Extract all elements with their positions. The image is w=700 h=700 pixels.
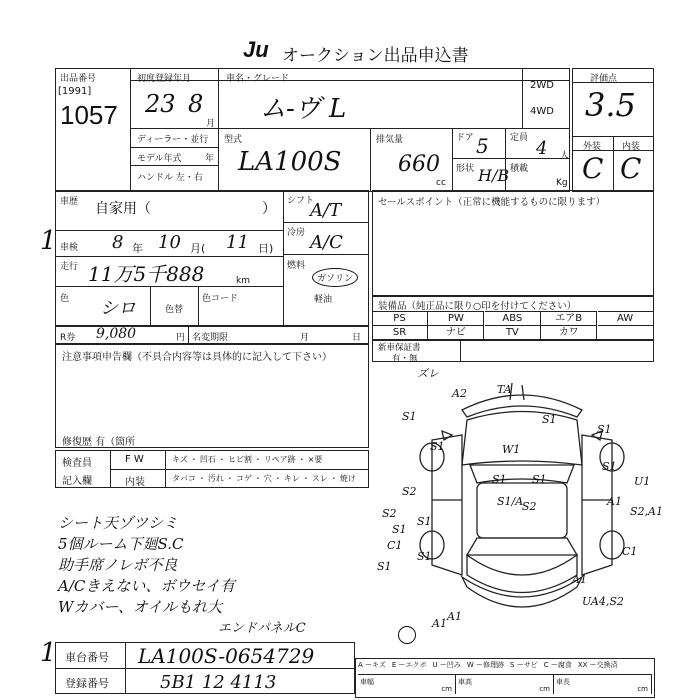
recycle-label: R券 bbox=[60, 333, 76, 343]
engine-label: 排気量 bbox=[376, 135, 404, 145]
inspect-opt2-7: ・ bbox=[273, 474, 282, 483]
legend-dimension-label: 車高 bbox=[458, 678, 472, 686]
inspector-note-line: シート天ゾツシミ bbox=[58, 514, 179, 532]
inspector-entry-label: 記入欄 bbox=[62, 476, 92, 487]
engine-value: 660 bbox=[398, 152, 440, 177]
damage-mark: A1 bbox=[607, 495, 622, 508]
equip-item bbox=[598, 325, 654, 339]
title-month-unit: 月 bbox=[300, 333, 310, 343]
model-year-unit: 年 bbox=[205, 154, 215, 164]
inspect-opt1-6: リペア跡 bbox=[263, 455, 296, 464]
legend-item: W ー修理跡 bbox=[466, 661, 505, 669]
history-close: ） bbox=[262, 201, 276, 217]
equip-item: ナビ bbox=[428, 325, 484, 339]
inspector-notes bbox=[58, 512, 358, 636]
inspector-note-line: Wカバー、オイルもれ大 bbox=[58, 598, 223, 616]
damage-mark: UA4,S2 bbox=[582, 595, 624, 608]
lot-prefix: [1991] bbox=[58, 86, 92, 97]
car-name-label: 車名・グレード bbox=[226, 74, 290, 84]
ac-value: A/C bbox=[310, 232, 343, 253]
lot-label: 出品番号 bbox=[60, 74, 97, 84]
damage-mark: ズレ bbox=[417, 367, 439, 380]
legend-dimension-label: 車幅 bbox=[360, 678, 374, 686]
chassis-value: LA100S-0654729 bbox=[138, 644, 315, 668]
shaken-year-unit: 年 bbox=[132, 242, 143, 255]
inspect-opt2-4: コゲ bbox=[235, 474, 252, 483]
legend-unit: cm bbox=[637, 685, 648, 693]
legend-item: E ーエクボ bbox=[391, 661, 427, 669]
damage-mark: S1 bbox=[602, 460, 617, 473]
car-damage-diagram bbox=[372, 365, 672, 635]
shaken-month-unit: 月( bbox=[190, 242, 206, 255]
capacity-value: 4 bbox=[536, 138, 548, 159]
reg-year: 23 bbox=[145, 90, 176, 118]
title-day-unit: 日 bbox=[352, 333, 362, 343]
damage-mark: S1 bbox=[402, 410, 417, 423]
inspect-opt2-10: スレ bbox=[311, 474, 328, 483]
equip-item: SR bbox=[372, 325, 428, 339]
damage-mark: S2 bbox=[522, 500, 537, 513]
equip-item: エアB bbox=[541, 311, 597, 325]
capacity-label: 定員 bbox=[510, 133, 529, 143]
shape-value: H/B bbox=[478, 166, 510, 185]
damage-mark: S1 bbox=[542, 413, 557, 426]
damage-mark: S1 bbox=[417, 515, 432, 528]
inspect-opt2-8: キレ bbox=[283, 474, 300, 483]
2wd: 2WD bbox=[530, 80, 554, 91]
mileage-label: 走行 bbox=[60, 262, 79, 272]
equip-item: PS bbox=[372, 311, 428, 325]
doors-value: 5 bbox=[476, 134, 489, 158]
fuel-diesel: 軽油 bbox=[314, 295, 333, 305]
inspector-note-line: A/Cきえない、ボウセイ有 bbox=[58, 577, 235, 595]
legend-dimension-label: 車長 bbox=[556, 678, 570, 686]
damage-mark: S1 bbox=[417, 550, 432, 563]
reg-month: 8 bbox=[188, 90, 204, 118]
color-label: 色 bbox=[60, 294, 70, 304]
car-name: ム-ヴ L bbox=[260, 94, 347, 124]
score-label: 評価点 bbox=[590, 74, 618, 84]
score-int: C bbox=[620, 152, 642, 185]
stamp-mark bbox=[398, 626, 416, 644]
damage-mark: C1 bbox=[622, 545, 638, 558]
inspect-opt1-7: ・ bbox=[297, 455, 306, 464]
damage-mark: A1 bbox=[572, 573, 587, 586]
inspect-opt1-5: ・ bbox=[253, 455, 262, 464]
equip-item: カワ bbox=[541, 325, 597, 339]
legend-dimension-cell bbox=[554, 674, 652, 694]
sales-label: セールスポイント（正常に機能するものに限ります） bbox=[378, 197, 606, 208]
damage-mark: S1 bbox=[377, 560, 392, 573]
damage-mark: C1 bbox=[387, 539, 403, 552]
damage-mark: W1 bbox=[502, 443, 521, 456]
damage-mark: TA bbox=[497, 383, 512, 396]
damage-mark: S2 bbox=[402, 485, 417, 498]
inspect-opt1-1: ・ bbox=[189, 455, 198, 464]
left-margin-mark-2: 1 bbox=[40, 638, 57, 668]
handle-label: ハンドル 左・右 bbox=[137, 173, 203, 183]
sheet-title: オークション出品申込書 bbox=[282, 46, 469, 66]
equip-item: TV bbox=[485, 325, 541, 339]
repair-history: 修復歴 有（箇所 bbox=[62, 437, 136, 448]
color-change-label: 色替 bbox=[165, 305, 184, 315]
inspect-opt2-5: ・ bbox=[253, 474, 262, 483]
inspect-opt1-4: ヒビ割 bbox=[227, 455, 252, 464]
model-value: LA100S bbox=[238, 147, 342, 177]
inspector-note-line: 助手席ノレボ不良 bbox=[58, 556, 178, 574]
history-value: 自家用（ bbox=[95, 201, 151, 217]
damage-mark: S1 bbox=[532, 473, 547, 486]
ju-logo: Ju bbox=[243, 37, 269, 62]
color-code-label: 色コード bbox=[202, 294, 239, 304]
inspect-opt1-3: ・ bbox=[217, 455, 226, 464]
recycle-value: 9,080 bbox=[96, 326, 137, 342]
shaken-day: 11 bbox=[226, 232, 249, 253]
inspector-label: 検査員 bbox=[62, 458, 92, 469]
ac-label: 冷房 bbox=[287, 228, 306, 238]
equip-item: PW bbox=[428, 311, 484, 325]
score-value: 3.5 bbox=[585, 86, 636, 124]
damage-mark: A2 bbox=[452, 387, 467, 400]
dealer-label: ディーラー・並行 bbox=[137, 135, 209, 145]
inspect-opt1-8: ×要 bbox=[307, 455, 323, 464]
inspect-opt2-12: 焼け bbox=[339, 474, 356, 483]
inspect-opt1-0: キズ bbox=[172, 455, 188, 464]
legend-dimension-cell bbox=[358, 674, 456, 694]
legend-row bbox=[358, 660, 624, 670]
damage-mark: U1 bbox=[634, 475, 651, 488]
color-value: シロ bbox=[100, 298, 136, 319]
equip-label: 装備品（純正品に限り○印を付けてください） bbox=[378, 301, 577, 312]
legend-dimension-cell bbox=[456, 674, 554, 694]
history-label: 車歴 bbox=[60, 197, 79, 207]
score-int-label: 内装 bbox=[622, 142, 641, 152]
mileage-value: 11万5千888 bbox=[88, 262, 205, 286]
chassis-label: 車台番号 bbox=[65, 651, 109, 664]
shaken-label: 車検 bbox=[60, 243, 79, 253]
inspect-opts-1 bbox=[172, 454, 324, 465]
legend-item: C ー腐食 bbox=[543, 661, 572, 669]
warranty-value: 有・無 bbox=[392, 354, 418, 364]
equip-item: ABS bbox=[485, 311, 541, 325]
fw-label: F W bbox=[125, 454, 144, 465]
equip-item: AW bbox=[598, 311, 654, 325]
notes-label: 注意事項申告欄（不具合内容等は具体的に記入して下さい） bbox=[62, 352, 332, 363]
inspect-opt2-11: ・ bbox=[329, 474, 338, 483]
inspect-opt2-3: ・ bbox=[225, 474, 234, 483]
shift-label: シフト bbox=[287, 196, 315, 206]
shaken-day-unit: 日) bbox=[258, 242, 274, 255]
load-unit: Kg bbox=[556, 178, 568, 188]
warranty-label: 新車保証書 bbox=[378, 343, 421, 353]
interior-label: 内装 bbox=[125, 477, 145, 488]
legend-item: U ー凹み bbox=[432, 661, 461, 669]
damage-mark: S1/A bbox=[497, 495, 524, 508]
lot-number: 1057 bbox=[60, 100, 118, 130]
capacity-unit: 人 bbox=[560, 151, 570, 161]
model-year-label: モデル年式 bbox=[137, 154, 182, 164]
inspect-opt2-9: ・ bbox=[301, 474, 310, 483]
title-deadline-label: 名変期限 bbox=[192, 333, 229, 343]
legend-item: XX ー交換済 bbox=[577, 661, 618, 669]
model-label: 型式 bbox=[224, 135, 243, 145]
reg-month-unit: 月 bbox=[206, 119, 216, 129]
doors-label: ドア bbox=[456, 133, 474, 143]
legend-unit: cm bbox=[539, 685, 550, 693]
inspector-note-line: 5個ルーム下廻S.C bbox=[58, 535, 184, 553]
mileage-unit: km bbox=[236, 276, 250, 286]
shaken-year: 8 bbox=[112, 232, 124, 253]
fuel-label: 燃料 bbox=[287, 261, 306, 271]
legend-item: S ーサビ bbox=[510, 661, 538, 669]
damage-mark: A1 bbox=[447, 610, 462, 623]
shift-value: A/T bbox=[310, 200, 342, 221]
inspector-note-line: エンドパネルC bbox=[218, 621, 306, 636]
plate-value: 5B1 12 4113 bbox=[160, 672, 277, 693]
inspect-opt2-6: 穴 bbox=[263, 474, 272, 483]
damage-mark: S1 bbox=[492, 473, 507, 486]
legend-unit: cm bbox=[441, 685, 452, 693]
damage-mark: S1 bbox=[597, 423, 612, 436]
score-ext: C bbox=[582, 152, 604, 185]
recycle-unit: 円 bbox=[176, 333, 186, 343]
damage-mark: S1 bbox=[430, 440, 445, 453]
inspect-opt1-2: 凹石 bbox=[199, 455, 216, 464]
engine-unit: cc bbox=[436, 178, 446, 188]
score-ext-label: 外装 bbox=[583, 142, 602, 152]
damage-mark: A1 bbox=[432, 617, 447, 630]
shaken-month: 10 bbox=[158, 232, 181, 253]
damage-mark: S2 bbox=[382, 507, 397, 520]
inspect-opt2-1: ・ bbox=[197, 474, 206, 483]
damage-mark: S1 bbox=[392, 523, 407, 536]
left-margin-mark: 1 bbox=[40, 226, 57, 256]
shape-label: 形状 bbox=[456, 164, 475, 174]
legend-item: A ーキズ bbox=[358, 661, 386, 669]
damage-mark: S2,A1 bbox=[630, 505, 663, 518]
inspect-opt2-2: 汚れ bbox=[207, 474, 224, 483]
inspect-opt2-0: タバコ bbox=[172, 474, 196, 483]
fuel-gasoline: ガソリン bbox=[312, 268, 358, 287]
4wd: 4WD bbox=[530, 106, 554, 117]
plate-label: 登録番号 bbox=[65, 677, 109, 690]
inspect-opts-2 bbox=[172, 473, 358, 484]
reg-label: 初度登録年月 bbox=[137, 74, 192, 84]
load-label: 積載 bbox=[510, 164, 529, 174]
